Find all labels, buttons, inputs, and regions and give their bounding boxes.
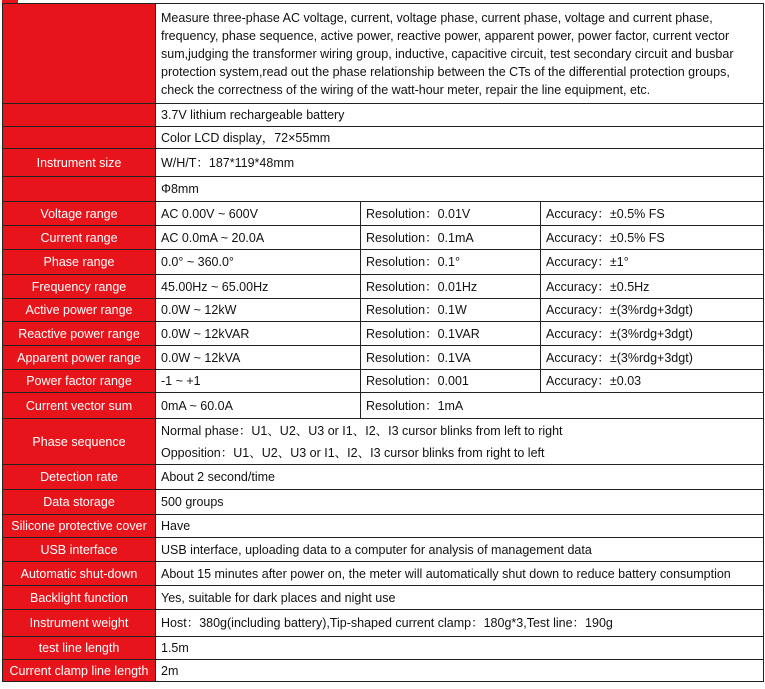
current-accuracy: Accuracy：±0.5% FS bbox=[541, 226, 764, 250]
table-row bbox=[3, 299, 764, 322]
apparent-power-range: 0.0W ~ 12kVA bbox=[156, 346, 361, 370]
power-factor-label: Power factor range bbox=[3, 370, 156, 393]
power-factor-range: -1 ~ +1 bbox=[156, 370, 361, 393]
vector-sum-label: Current vector sum bbox=[3, 393, 156, 419]
phase-sequence-opposition: Opposition：U1、U2、U3 or I1、I2、I3 cursor blinks from right to left bbox=[161, 445, 545, 460]
phase-range-value: 0.0° ~ 360.0° bbox=[156, 250, 361, 275]
frequency-accuracy: Accuracy：±0.5Hz bbox=[541, 275, 764, 299]
voltage-accuracy: Accuracy：±0.5% FS bbox=[541, 202, 764, 226]
vector-sum-range: 0mA ~ 60.0A bbox=[156, 393, 361, 419]
frequency-resolution: Resolution：0.01Hz bbox=[361, 275, 541, 299]
voltage-resolution: Resolution：0.01V bbox=[361, 202, 541, 226]
weight-value: Host：380g(including battery),Tip-shaped current clamp：180g*3,Test line：190g bbox=[156, 610, 764, 637]
phase-accuracy: Accuracy：±1° bbox=[541, 250, 764, 275]
table-row bbox=[3, 562, 764, 586]
data-storage-value: 500 groups bbox=[156, 490, 764, 515]
active-power-resolution: Resolution：0.1W bbox=[361, 299, 541, 322]
clamp-line-length-label: Current clamp line length bbox=[3, 660, 156, 682]
phase-sequence-value bbox=[156, 419, 764, 465]
table-row bbox=[3, 322, 764, 346]
table-row bbox=[3, 202, 764, 226]
table-row bbox=[3, 4, 764, 104]
specifications-table bbox=[2, 3, 764, 682]
apparent-power-resolution: Resolution：0.1VA bbox=[361, 346, 541, 370]
backlight-value: Yes, suitable for dark places and night use bbox=[156, 586, 764, 610]
table-row bbox=[3, 275, 764, 299]
table-row bbox=[3, 226, 764, 250]
table-row bbox=[3, 177, 764, 202]
phase-resolution: Resolution：0.1° bbox=[361, 250, 541, 275]
table-row bbox=[3, 465, 764, 490]
reactive-power-label: Reactive power range bbox=[3, 322, 156, 346]
detection-rate-value: About 2 second/time bbox=[156, 465, 764, 490]
phase-range-label: Phase range bbox=[3, 250, 156, 275]
power-factor-resolution: Resolution：0.001 bbox=[361, 370, 541, 393]
phase-sequence-normal: Normal phase：U1、U2、U3 or I1、I2、I3 cursor blinks from left to right bbox=[161, 423, 563, 438]
battery-value: 3.7V lithium rechargeable battery bbox=[156, 104, 764, 127]
detection-rate-label: Detection rate bbox=[3, 465, 156, 490]
apparent-power-label: Apparent power range bbox=[3, 346, 156, 370]
row-label bbox=[3, 127, 156, 149]
instrument-size-value: W/H/T：187*119*48mm bbox=[156, 149, 764, 177]
reactive-power-resolution: Resolution：0.1VAR bbox=[361, 322, 541, 346]
apparent-power-accuracy: Accuracy：±(3%rdg+3dgt) bbox=[541, 346, 764, 370]
backlight-label: Backlight function bbox=[3, 586, 156, 610]
spec-sheet bbox=[2, 3, 763, 682]
current-range-value: AC 0.0mA ~ 20.0A bbox=[156, 226, 361, 250]
table-row bbox=[3, 515, 764, 538]
table-row bbox=[3, 346, 764, 370]
row-label bbox=[3, 4, 156, 104]
display-value: Color LCD display，72×55mm bbox=[156, 127, 764, 149]
auto-shutdown-label: Automatic shut-down bbox=[3, 562, 156, 586]
table-row bbox=[3, 250, 764, 275]
active-power-label: Active power range bbox=[3, 299, 156, 322]
voltage-range-label: Voltage range bbox=[3, 202, 156, 226]
voltage-range-value: AC 0.00V ~ 600V bbox=[156, 202, 361, 226]
table-row bbox=[3, 419, 764, 465]
table-row bbox=[3, 104, 764, 127]
reactive-power-range: 0.0W ~ 12kVAR bbox=[156, 322, 361, 346]
phase-sequence-label: Phase sequence bbox=[3, 419, 156, 465]
auto-shutdown-value: About 15 minutes after power on, the meter will automatically shut down to reduce battery consumption bbox=[156, 562, 764, 586]
table-row bbox=[3, 393, 764, 419]
usb-interface-label: USB interface bbox=[3, 538, 156, 562]
table-row bbox=[3, 127, 764, 149]
table-row bbox=[3, 149, 764, 177]
table-row bbox=[3, 660, 764, 682]
protective-cover-value: Have bbox=[156, 515, 764, 538]
reactive-power-accuracy: Accuracy：±(3%rdg+3dgt) bbox=[541, 322, 764, 346]
row-label bbox=[3, 177, 156, 202]
instrument-size-label: Instrument size bbox=[3, 149, 156, 177]
table-row bbox=[3, 370, 764, 393]
frequency-range-label: Frequency range bbox=[3, 275, 156, 299]
table-row bbox=[3, 610, 764, 637]
functions-description: Measure three-phase AC voltage, current, voltage phase, current phase, voltage and current phase, frequency, phase sequence, active power, reactive power, apparent power, power factor, current vector sum,judging the transformer wiring group, inductive, capacitive circuit, test secondary circuit and busbar protection system,read out the phase relationship between the CTs of the differential protection groups, check the correctness of the wiring of the watt-hour meter, repair the line equipment, etc. bbox=[156, 4, 764, 104]
current-range-label: Current range bbox=[3, 226, 156, 250]
weight-label: Instrument weight bbox=[3, 610, 156, 637]
test-line-length-label: test line length bbox=[3, 637, 156, 660]
test-line-length-value: 1.5m bbox=[156, 637, 764, 660]
table-row bbox=[3, 637, 764, 660]
data-storage-label: Data storage bbox=[3, 490, 156, 515]
protective-cover-label: Silicone protective cover bbox=[3, 515, 156, 538]
row-label bbox=[3, 104, 156, 127]
clamp-line-length-value: 2m bbox=[156, 660, 764, 682]
table-row bbox=[3, 586, 764, 610]
usb-interface-value: USB interface, uploading data to a computer for analysis of management data bbox=[156, 538, 764, 562]
power-factor-accuracy: Accuracy：±0.03 bbox=[541, 370, 764, 393]
active-power-range: 0.0W ~ 12kW bbox=[156, 299, 361, 322]
jaw-size-value: Φ8mm bbox=[156, 177, 764, 202]
frequency-range-value: 45.00Hz ~ 65.00Hz bbox=[156, 275, 361, 299]
vector-sum-resolution: Resolution：1mA bbox=[361, 393, 764, 419]
table-row bbox=[3, 538, 764, 562]
table-row bbox=[3, 490, 764, 515]
current-resolution: Resolution：0.1mA bbox=[361, 226, 541, 250]
active-power-accuracy: Accuracy：±(3%rdg+3dgt) bbox=[541, 299, 764, 322]
